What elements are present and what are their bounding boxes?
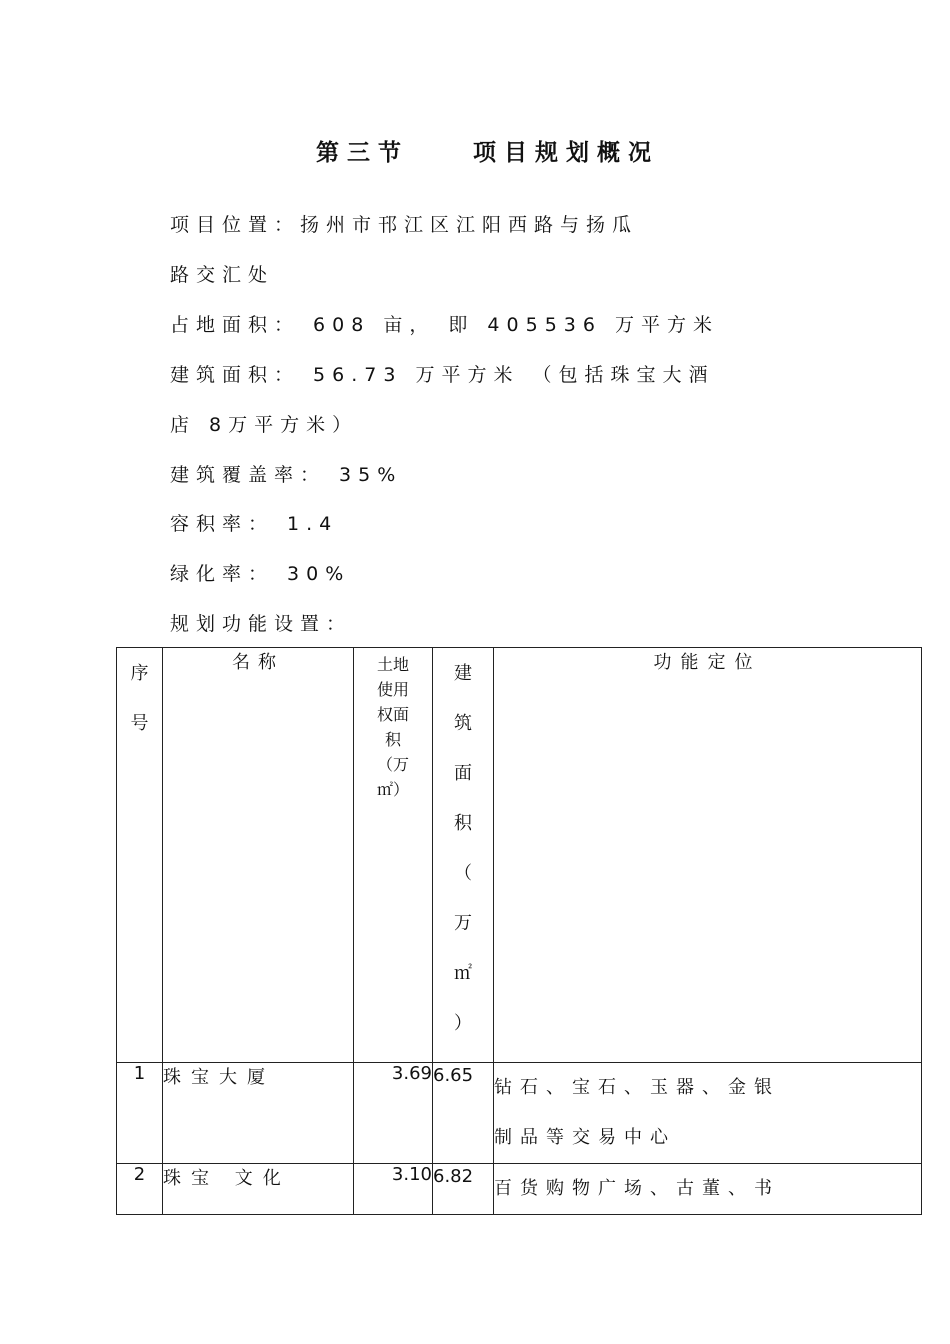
header-function: 功能定位 [494, 648, 922, 1063]
table-row [117, 1164, 922, 1215]
header-building-char: ㎡ [454, 963, 472, 984]
header-building-char: 面 [454, 763, 472, 784]
row-function [494, 1063, 922, 1164]
coverage-line: 建筑覆盖率： 35% [170, 464, 403, 486]
header-building-char: 积 [454, 813, 472, 834]
table-header-row [117, 648, 922, 1063]
header-seq-char: 序 [130, 663, 149, 684]
row-function-line: 百货购物广场、古董、书 [494, 1178, 780, 1199]
row-function-line: 钻石、宝石、玉器、金银 [494, 1077, 780, 1098]
row-function [494, 1164, 922, 1215]
row-function-line: 制品等交易中心 [494, 1127, 676, 1148]
header-building-char: ） [454, 1013, 472, 1034]
header-land-char: （万 [376, 755, 409, 774]
row-land-area: 3.10 [354, 1164, 433, 1215]
header-seq-char: 号 [130, 713, 149, 734]
header-land-char: 权面 [376, 705, 409, 724]
building-area-line-1: 建筑面积： 56.73 万平方米 （包括珠宝大酒 [170, 364, 715, 386]
function-setting-line: 规划功能设置： [170, 613, 353, 635]
row-seq: 2 [117, 1164, 163, 1215]
plot-ratio-line: 容积率： 1.4 [170, 513, 339, 535]
header-seq [117, 648, 163, 1063]
header-land-area [354, 648, 433, 1063]
header-land-char: ㎡） [376, 780, 409, 799]
row-land-area: 3.69 [354, 1063, 433, 1164]
green-ratio-line: 绿化率： 30% [170, 563, 351, 585]
header-building-char: 筑 [454, 713, 472, 734]
land-area-line: 占地面积： 608 亩， 即 405536 万平方米 [170, 314, 719, 336]
row-name: 珠宝大厦 [163, 1063, 354, 1164]
header-building-area [433, 648, 494, 1063]
location-line-1: 项目位置：扬州市邗江区江阳西路与扬瓜 [170, 214, 639, 236]
row-building-area: 6.82 [433, 1164, 494, 1215]
row-name: 珠宝 文化 [163, 1164, 354, 1215]
section-title: 第三节 项目规划概况 [315, 140, 660, 166]
header-building-char: 万 [454, 913, 472, 934]
header-building-char: 建 [454, 663, 472, 684]
header-name: 名称 [163, 648, 354, 1063]
location-line-2: 路交汇处 [170, 264, 275, 286]
header-land-char: 土地 [376, 655, 409, 674]
header-building-char: （ [454, 863, 472, 884]
header-land-char: 积 [384, 730, 401, 749]
row-seq: 1 [117, 1063, 163, 1164]
building-area-line-2: 店 8万平方米） [170, 414, 359, 436]
header-land-char: 使用 [376, 680, 409, 699]
row-building-area: 6.65 [433, 1063, 494, 1164]
table-row [117, 1063, 922, 1164]
planning-table [116, 647, 922, 1215]
